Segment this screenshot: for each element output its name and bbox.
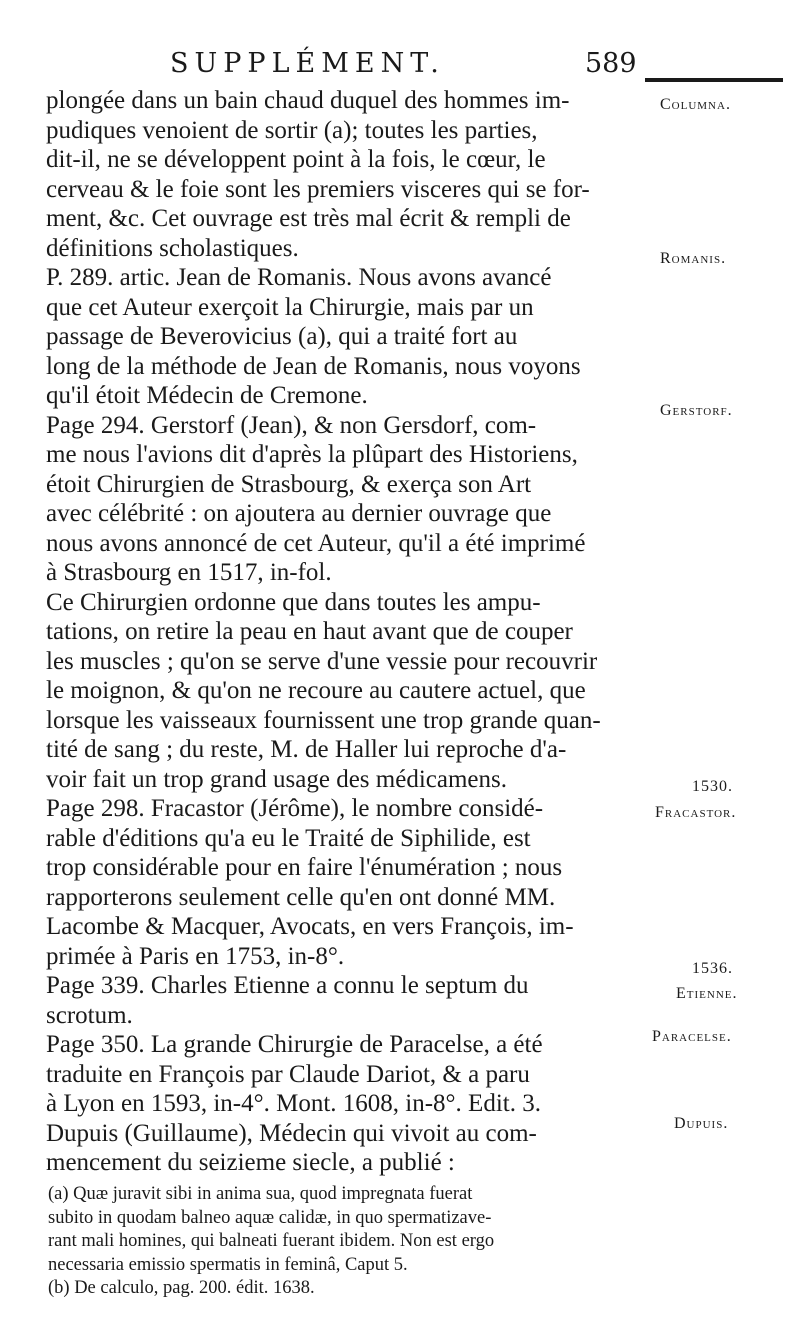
- running-head: SUPPLÉMENT.: [170, 48, 445, 79]
- footnotes: [48, 1183, 648, 1301]
- footnote-line: (b) De calculo, pag. 200. édit. 1638.: [48, 1278, 315, 1298]
- footnote-line: rant mali homines, qui balneati fuerant ibidem. Non est ergo: [48, 1231, 495, 1251]
- text-line: qu'il étoit Médecin de Cremone.: [46, 382, 368, 409]
- text-line: primée à Paris en 1753, in-8°.: [46, 942, 345, 970]
- margin-note-romanis: Romanis.: [660, 250, 727, 267]
- text-line: Lacombe & Macquer, Avocats, en vers François, im-: [46, 913, 574, 940]
- text-line: que cet Auteur exerçoit la Chirurgie, mais par un: [46, 293, 534, 321]
- margin-note-paracelse: Paracelse.: [652, 1028, 732, 1045]
- margin-note-year-1530: 1530.: [692, 778, 733, 795]
- margin-note-gerstorf: Gerstorf.: [660, 402, 733, 419]
- page-number: 589: [585, 48, 637, 79]
- text-line: nous avons annoncé de cet Auteur, qu'il a été imprimé: [46, 529, 586, 557]
- text-line: à Strasbourg en 1517, in-fol.: [46, 559, 332, 586]
- text-line: tations, on retire la peau en haut avant que de couper: [46, 618, 573, 645]
- text-line: voir fait un trop grand usage des médicamens.: [46, 765, 507, 793]
- text-line: Page 298. Fracastor (Jérôme), le nombre considé-: [46, 795, 544, 822]
- text-line: les muscles ; qu'on se serve d'une vessie pour recouvrir: [46, 647, 598, 675]
- margin-note-dupuis: Dupuis.: [674, 1115, 729, 1132]
- text-line: me nous l'avions dit d'après la plûpart des Historiens,: [46, 441, 578, 468]
- text-line: rable d'éditions qu'a eu le Traité de Siphilide, est: [46, 824, 531, 852]
- footnote-line: subito in quodam balneo aquæ calidæ, in quo spermatizave-: [48, 1207, 492, 1228]
- text-line: Page 350. La grande Chirurgie de Paracelse, a été: [46, 1031, 543, 1058]
- text-line: long de la méthode de Jean de Romanis, nous voyons: [46, 352, 581, 380]
- text-line: pudiques venoient de sortir (a); toutes les parties,: [46, 116, 538, 144]
- text-line: scrotum.: [46, 1001, 133, 1029]
- text-line: à Lyon en 1593, in-4°. Mont. 1608, in-8°. Edit. 3.: [46, 1090, 541, 1117]
- margin-note-year-1536: 1536.: [692, 960, 733, 977]
- margin-note-etienne: Etienne.: [676, 985, 738, 1002]
- text-line: traduite en François par Claude Dariot, & a paru: [46, 1060, 530, 1088]
- text-line: Ce Chirurgien ordonne que dans toutes les ampu-: [46, 588, 541, 616]
- margin-note-fracastor: Fracastor.: [655, 804, 737, 821]
- main-text: [46, 86, 641, 1178]
- text-line: mencement du seizieme siecle, a publié :: [46, 1149, 455, 1176]
- text-line: étoit Chirurgien de Strasbourg, & exerça son Art: [46, 470, 532, 498]
- text-line: définitions scholastiques.: [46, 234, 299, 262]
- margin-note-columna: Columna.: [660, 96, 731, 113]
- text-line: rapporterons seulement celle qu'en ont donné MM.: [46, 883, 556, 911]
- text-line: dit-il, ne se développent point à la fois, le cœur, le: [46, 146, 546, 173]
- text-line: trop considérable pour en faire l'énumération ; nous: [46, 854, 563, 881]
- text-line: passage de Beverovicius (a), qui a traité fort au: [46, 323, 518, 350]
- text-line: lorsque les vaisseaux fournissent une trop grande quan-: [46, 706, 601, 734]
- text-line: Page 339. Charles Etienne a connu le septum du: [46, 972, 529, 999]
- text-line: Page 294. Gerstorf (Jean), & non Gersdorf, com-: [46, 411, 537, 439]
- text-line: plongée dans un bain chaud duquel des hommes im-: [46, 87, 570, 114]
- text-line: cerveau & le foie sont les premiers visceres qui se for-: [46, 175, 590, 203]
- text-line: ment, &c. Cet ouvrage est très mal écrit & rempli de: [46, 205, 571, 232]
- footnote-line: necessaria emissio spermatis in feminâ, Caput 5.: [48, 1254, 408, 1275]
- text-line: avec célébrité : on ajoutera au dernier ouvrage que: [46, 500, 552, 527]
- text-line: P. 289. artic. Jean de Romanis. Nous avons avancé: [46, 264, 552, 291]
- text-line: tité de sang ; du reste, M. de Haller lui reproche d'a-: [46, 736, 567, 763]
- header-rule: [645, 78, 783, 82]
- text-line: le moignon, & qu'on ne recoure au cautere actuel, que: [46, 677, 586, 704]
- text-line: Dupuis (Guillaume), Médecin qui vivoit au com-: [46, 1119, 537, 1147]
- footnote-line: (a) Quæ juravit sibi in anima sua, quod impregnata fuerat: [48, 1184, 473, 1204]
